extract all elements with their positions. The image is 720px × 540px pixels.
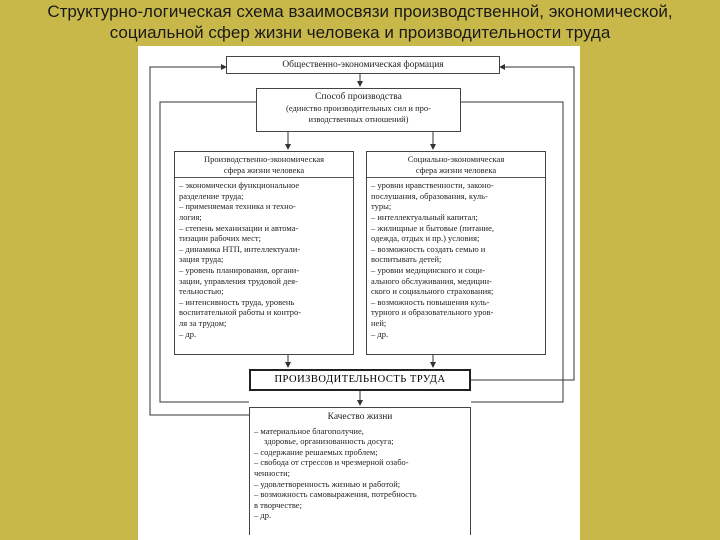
left-item: – уровень планирования, органи- (179, 264, 300, 275)
right-box-header-1: Социально-экономическая (407, 154, 505, 164)
right-box-header-2: сфера жизни человека (415, 164, 497, 175)
left-box-header-2: сфера жизни человека (223, 164, 305, 175)
quality-item: – др. (254, 510, 272, 521)
mode-subtitle-2: изводственных отношений) (308, 114, 409, 124)
mode-subtitle-1: (единство производительных сил и про- (285, 103, 431, 113)
left-item: – экономически функциональное (179, 180, 300, 191)
left-item: тизации рабочих мест; (179, 233, 261, 244)
right-item: воспитывать детей; (371, 254, 442, 265)
mode-title: Способ производства (315, 92, 402, 102)
mode-box (256, 88, 461, 132)
left-item: – др. (179, 328, 197, 339)
quality-title: Качество жизни (327, 412, 393, 422)
quality-item: – материальное благополучие, (254, 425, 364, 436)
left-item: – интенсивность труда, уровень (179, 296, 295, 307)
left-item: тельностью; (179, 286, 224, 297)
quality-item: – удовлетворенность жизнью и работой; (254, 478, 401, 489)
right-item: одежда, отдых и пр.) условия; (371, 233, 480, 244)
title-line-2: социальной сфер жизни человека и производительности труда (109, 23, 611, 42)
left-box-header (175, 154, 353, 178)
slide-title (0, 0, 720, 47)
right-item: турного и образовательного уров- (371, 307, 494, 318)
left-item: ля за трудом; (179, 317, 227, 328)
right-item: послушания, образования, куль- (371, 190, 488, 201)
right-item: – уровни медицинского и соци- (371, 264, 485, 275)
right-item: ней; (371, 317, 387, 328)
right-item: – уровни нравственности, законо- (371, 180, 494, 191)
labor-productivity-label: ПРОИЗВОДИТЕЛЬНОСТЬ ТРУДА (274, 374, 446, 385)
quality-item: – возможность самовыражения, потребность (254, 489, 417, 500)
right-item: – др. (371, 328, 389, 339)
quality-of-life-box (249, 407, 471, 535)
right-item: – интеллектуальный капитал; (371, 211, 478, 222)
left-item: логия; (179, 211, 202, 222)
quality-item: ченности; (254, 467, 291, 478)
quality-item: – свобода от стрессов и чрезмерной озабо- (254, 457, 409, 468)
production-economic-sphere-box (174, 151, 354, 355)
right-box-header (367, 154, 545, 178)
right-item: туры; (371, 201, 392, 212)
right-item: ального обслуживания, медицин- (371, 275, 492, 286)
labor-productivity-box (249, 369, 471, 391)
left-box-header-1: Производственно-экономическая (203, 154, 325, 164)
quality-item: в творчестве; (254, 499, 302, 510)
diagram-paper (138, 46, 580, 540)
quality-item: здоровье, организованность досуга; (264, 436, 394, 447)
right-item: – возможность создать семью и (371, 243, 486, 254)
left-item: разделение труда; (179, 190, 244, 201)
title-line-1: Структурно-логическая схема взаимосвязи производственной, экономической, (47, 2, 673, 21)
quality-item: – содержание решаемых проблем; (254, 446, 378, 457)
right-item: – жилищные и бытовые (питание, (371, 222, 494, 233)
right-item: ского и социального страхования; (371, 286, 494, 297)
left-item: зации, управления трудовой дея- (179, 275, 298, 286)
social-economic-sphere-box (366, 151, 546, 355)
formation-label: Общественно-экономическая формация (282, 60, 444, 70)
right-item: – возможность повышения куль- (371, 296, 490, 307)
left-item: воспитательной работы и контро- (179, 307, 302, 318)
left-item: – степень механизации и автома- (179, 222, 299, 233)
formation-box (226, 56, 500, 74)
left-item: – применяемая техника и техно- (179, 201, 296, 212)
left-item: зация труда; (179, 254, 224, 265)
left-item: – динамика НТП, интеллектуали- (179, 243, 301, 254)
